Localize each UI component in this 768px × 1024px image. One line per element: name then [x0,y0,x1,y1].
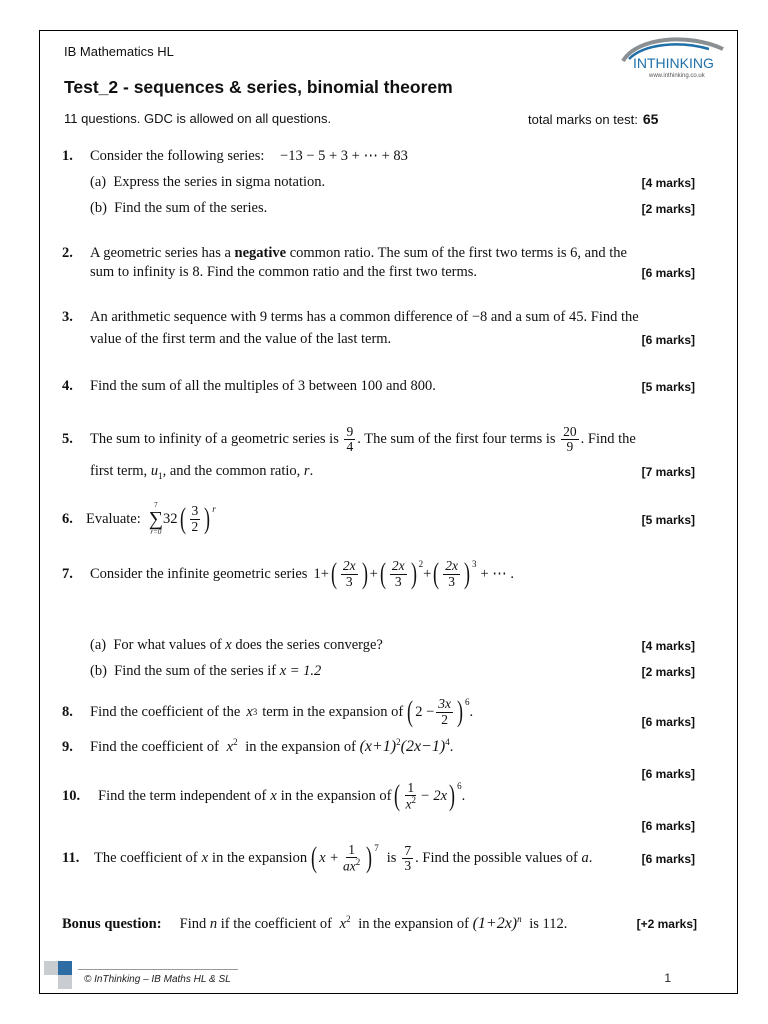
fraction [390,559,407,588]
sigma-icon: ∑ [148,508,164,530]
exponent: 3 [252,707,258,717]
punctuation: . [588,849,593,866]
question-text: Find the coefficient of [90,738,219,755]
question-5-line2 [90,463,313,481]
question-2-line2: sum to infinity is 8. Find the common ratio and the first two terms. [90,264,478,280]
question-7: 7. Consider the infinite geometric series 1+ ( $\frac{2x}{3}$ ) + ( $\frac{2x}{3}$ ) 2 + ( $\frac{2x}{3}$ ) 3 + ⋯ . [62,557,515,590]
exponent: 2 [233,737,238,747]
question-number: 5. [62,431,73,447]
left-paren: ( [179,502,186,535]
question-text: Find the term independent of [98,787,267,804]
denominator: 2 [191,518,199,534]
question-text: Find [179,915,207,932]
question-text: is [386,849,397,866]
fraction [436,697,453,726]
total-label: total marks on test: [528,112,638,127]
exponent: r [212,504,216,514]
marks-3: [6 marks] [641,333,695,347]
punctuation: . [469,703,474,720]
denominator-var: x [405,796,412,812]
exponent: 2 [418,559,424,569]
exponent: 2 [355,857,361,868]
expression-term: (2x−1) [400,737,446,755]
question-text: . Find the possible values of [415,849,578,866]
numerator: 1 [348,842,355,857]
marks-4: [5 marks] [641,380,695,394]
sum-upper-limit: 7 [154,501,158,509]
numerator: 7 [404,842,412,858]
question-text: Consider the infinite geometric series [90,565,308,582]
right-paren: ) [464,557,470,590]
question-1a [90,174,325,191]
marks-10: [6 marks] [641,819,695,833]
question-text: in the expansion [212,849,308,866]
numerator: 2x [342,558,356,574]
marks-2: [6 marks] [641,266,695,280]
denominator: 2 [441,711,449,727]
question-3 [62,309,639,326]
marks-8: [6 marks] [641,715,695,729]
question-number: 3. [62,309,73,325]
inthinking-logo [619,35,727,79]
exponent: 2 [396,737,401,747]
test-page [39,30,738,994]
page-number: 1 [664,971,671,985]
footer-square-gray [44,961,58,975]
part-text: does the series converge? [235,637,383,653]
variable: x [201,849,209,866]
question-text: Evaluate: [86,510,141,527]
question-text: Find the sum of all the multiples of 3 between 100 and 800. [90,378,436,394]
denominator [404,796,419,812]
question-6 [62,502,216,536]
punctuation: . [461,787,466,804]
denominator: 3 [448,573,455,589]
left-paren: ( [433,557,440,590]
question-text: in the expansion of [280,787,392,804]
denominator: 9 [566,439,574,455]
right-paren: ) [361,557,368,590]
right-paren: ) [457,695,464,728]
series-tail: + ⋯ . [480,565,515,582]
left-paren: ( [407,695,414,728]
denominator-var: ax [342,858,356,874]
question-text: The sum to infinity of a geometric series is [90,431,339,447]
numerator: 3x [438,696,452,712]
numerator: 2x [391,558,405,574]
question-text: in the expansion of [245,738,356,755]
part-label: (a) [90,174,107,190]
question-10 [62,781,465,812]
part-text: Express the series in sigma notation. [113,174,326,190]
variable: x [246,703,253,720]
test-info: 11 questions. GDC is allowed on all questions. [64,111,332,126]
numerator: 20 [563,424,577,439]
coefficient: 32 [163,510,178,527]
fraction [443,559,460,588]
question-number: 7. [62,565,73,582]
fraction [341,843,362,874]
punctuation: . [449,738,454,755]
right-paren: ) [410,557,417,590]
question-3-line2: value of the first term and the value of the last term. [90,331,392,347]
subscript: 1 [158,470,163,481]
right-paren: ) [366,841,373,875]
numerator: 1 [407,780,415,795]
question-2 [62,245,627,262]
variable: x [339,915,347,932]
question-number: 9. [62,738,73,755]
left-paren: ( [393,779,400,813]
variable: a [581,849,589,866]
marks-7b: [2 marks] [641,665,695,679]
marks-11: [6 marks] [641,852,695,866]
marks-bonus: [+2 marks] [636,917,697,931]
question-text: is 112. [529,915,568,932]
question-text: The coefficient of [94,849,198,866]
logo-url: www.inthinking.co.uk [649,73,705,79]
fraction [402,844,413,873]
denominator: 3 [394,573,402,589]
question-text: A geometric series has a [90,245,231,261]
question-text: Find the coefficient of the [90,703,241,720]
fraction [341,559,358,588]
sum-lower-limit: r=0 [150,528,162,536]
marks-5: [7 marks] [641,465,695,479]
question-text: term in the expansion of [262,703,404,720]
course-name: IB Mathematics HL [64,44,174,59]
question-1 [62,148,408,165]
bonus-label: Bonus question: [62,915,162,932]
part-label: (b) [90,663,107,679]
expression-term: − 2x [420,787,448,804]
question-number: 2. [62,245,73,261]
marks-9: [6 marks] [641,767,695,781]
expression-term: (x+1) [359,737,397,755]
part-label: (a) [90,637,107,653]
exponent: 3 [472,559,477,569]
question-text: , and the common ratio, [162,463,301,479]
part-text: For what values of [113,637,222,653]
right-paren: ) [204,502,211,535]
denominator: 3 [345,573,353,589]
question-9 [62,737,453,756]
question-number: 6. [62,510,73,527]
question-text: in the expansion of [358,915,469,932]
footer-square-blue [58,961,72,975]
denominator [341,858,362,874]
variable: x [226,738,234,755]
exponent: 7 [374,843,379,853]
question-7a [90,637,383,654]
numerator: 3 [191,503,199,519]
footer-copyright: © InThinking – IB Maths HL & SL [84,974,231,985]
question-number: 11. [62,849,80,866]
numerator: 2x [445,558,458,574]
total-marks [528,111,658,127]
condition: x = 1.2 [279,663,322,679]
question-11 [62,843,592,874]
left-paren: ( [379,557,386,590]
marks-7a: [4 marks] [641,639,695,653]
fraction [561,425,579,454]
bonus-question [62,914,567,933]
exponent: n [517,914,522,924]
variable: u [150,463,159,479]
question-8 [62,697,473,727]
question-text: Consider the following series: [90,148,265,164]
question-text: first term, [90,463,148,479]
footer-square-gray-lower [58,975,72,989]
question-text: . The sum of the first four terms is [357,431,556,447]
question-1b [90,200,267,217]
fraction [190,504,201,533]
fraction [404,781,419,812]
question-5 [62,425,636,454]
marks-1a: [4 marks] [641,176,695,190]
emphasis-text: negative [234,245,287,261]
variable: n [209,915,218,932]
series-term: 1+ [313,565,329,582]
question-7b [90,663,321,680]
question-number: 1. [62,148,73,164]
question-number: 4. [62,378,73,394]
marks-1b: [2 marks] [641,202,695,216]
question-number: 10. [62,787,81,804]
fraction [344,425,355,454]
exponent: 6 [457,781,462,791]
total-value: 65 [642,111,659,127]
left-paren: ( [330,557,337,590]
exponent: 4 [445,737,450,747]
expression-term: (1+2x) [472,914,518,932]
question-text: An arithmetic sequence with 9 terms has a common difference of −8 and a sum of 45. Find the [90,309,639,325]
question-4 [62,378,436,395]
variable: x [225,637,232,653]
question-text: common ratio. The sum of the first two terms is 6, and the [289,245,627,261]
right-paren: ) [449,779,456,813]
denominator: 4 [346,439,354,455]
logo-text: INTHINKING [633,55,714,71]
marks-6: [5 marks] [641,513,695,527]
question-number: 8. [62,703,73,720]
part-text: Find the sum of the series if [114,663,277,679]
sigma-notation [149,502,163,536]
numerator: 9 [346,424,354,439]
variable: x [270,787,277,804]
footer-divider [78,969,238,970]
question-text: . [309,463,314,479]
test-title: Test_2 - sequences & series, binomial theorem [64,77,453,97]
left-paren: ( [311,841,318,875]
expression-term: x + [319,849,339,866]
exponent: 2 [346,914,351,924]
exponent: 6 [465,697,470,707]
variable: r [303,463,310,479]
denominator: 3 [404,857,412,873]
part-text: Find the sum of the series. [114,200,268,216]
question-text: . Find the [580,431,636,447]
expression-term: 2 − [415,703,435,720]
exponent: 2 [411,795,417,806]
series-expression: −13 − 5 + 3 + ⋯ + 83 [280,148,408,164]
question-text: if the coefficient of [220,915,332,932]
part-label: (b) [90,200,107,216]
